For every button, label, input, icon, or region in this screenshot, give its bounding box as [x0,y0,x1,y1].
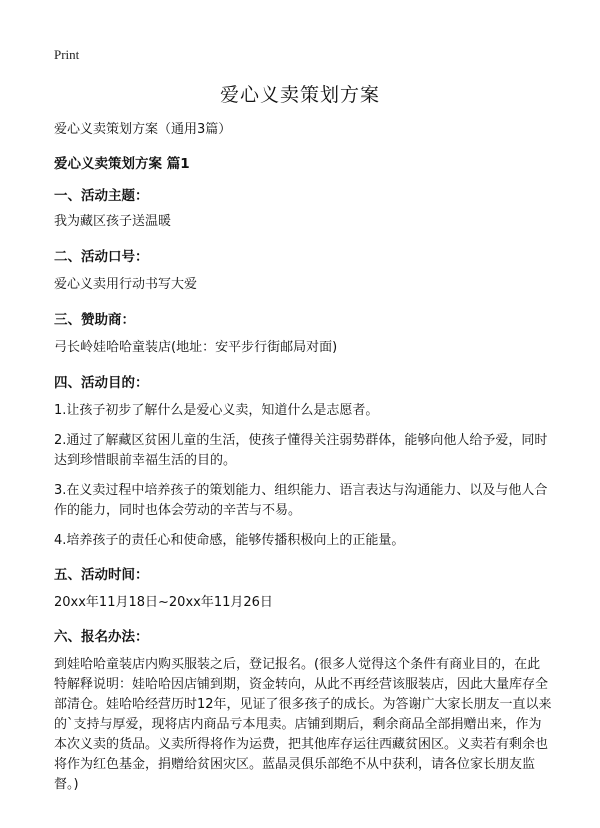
slogan-text: 爱心义卖用行动书写大爱 [54,277,198,292]
signup-text: 到娃哈哈童装店内购买服装之后，登记报名。(很多人觉得这个条件有商业目的，在此特解释说明：娃哈哈因店铺到期，资金转向，从此不再经营该服装店，因此大量库存全部清仓。娃哈哈经营历时12年，见证了很多孩子的成长。为答谢广大家长朋友一直以来的`支持与厚爱，现将店内商品亏本甩卖。店铺到期后，剩余商品全部捐赠出来，作为本次义卖的货品。义卖所得将作为运费，把其他库存运往西藏贫困区。义卖若有剩余也将作为红色基金，捐赠给贫困灾区。蓝晶灵俱乐部绝不从中获利，请各位家长朋友监督。) [54,657,552,792]
print-link[interactable]: Print [54,47,80,62]
theme-text: 我为藏区孩子送温暖 [54,214,172,229]
purpose-item: 1.让孩子初步了解什么是爱心义卖，知道什么是志愿者。 [54,403,379,418]
section-title: 爱心义卖策划方案 篇1 [54,156,190,172]
document-subtitle: 爱心义卖策划方案（通用3篇） [54,122,232,137]
theme-heading: 一、活动主题： [54,188,149,204]
document-title: 爱心义卖策划方案 [219,84,380,106]
purpose-item: 3.在义卖过程中培养孩子的策划能力、组织能力、语言表达与沟通能力、以及与他人合作的能力，同时也体会劳动的辛苦与不易。 [54,483,548,518]
purpose-heading: 四、活动目的： [54,375,149,391]
purpose-item: 2.通过了解藏区贫困儿童的生活，使孩子懂得关注弱势群体，能够向他人给予爱，同时达到珍惜眼前幸福生活的目的。 [54,433,548,468]
time-text: 20xx年11月18日~20xx年11月26日 [54,595,273,610]
signup-heading: 六、报名办法： [54,629,149,645]
slogan-heading: 二、活动口号： [54,249,149,265]
time-heading: 五、活动时间： [54,567,149,583]
sponsor-text: 弓长岭娃哈哈童装店(地址：安平步行街邮局对面) [54,340,338,355]
sponsor-heading: 三、赞助商： [54,312,135,328]
purpose-item: 4.培养孩子的责任心和使命感，能够传播积极向上的正能量。 [54,533,405,548]
